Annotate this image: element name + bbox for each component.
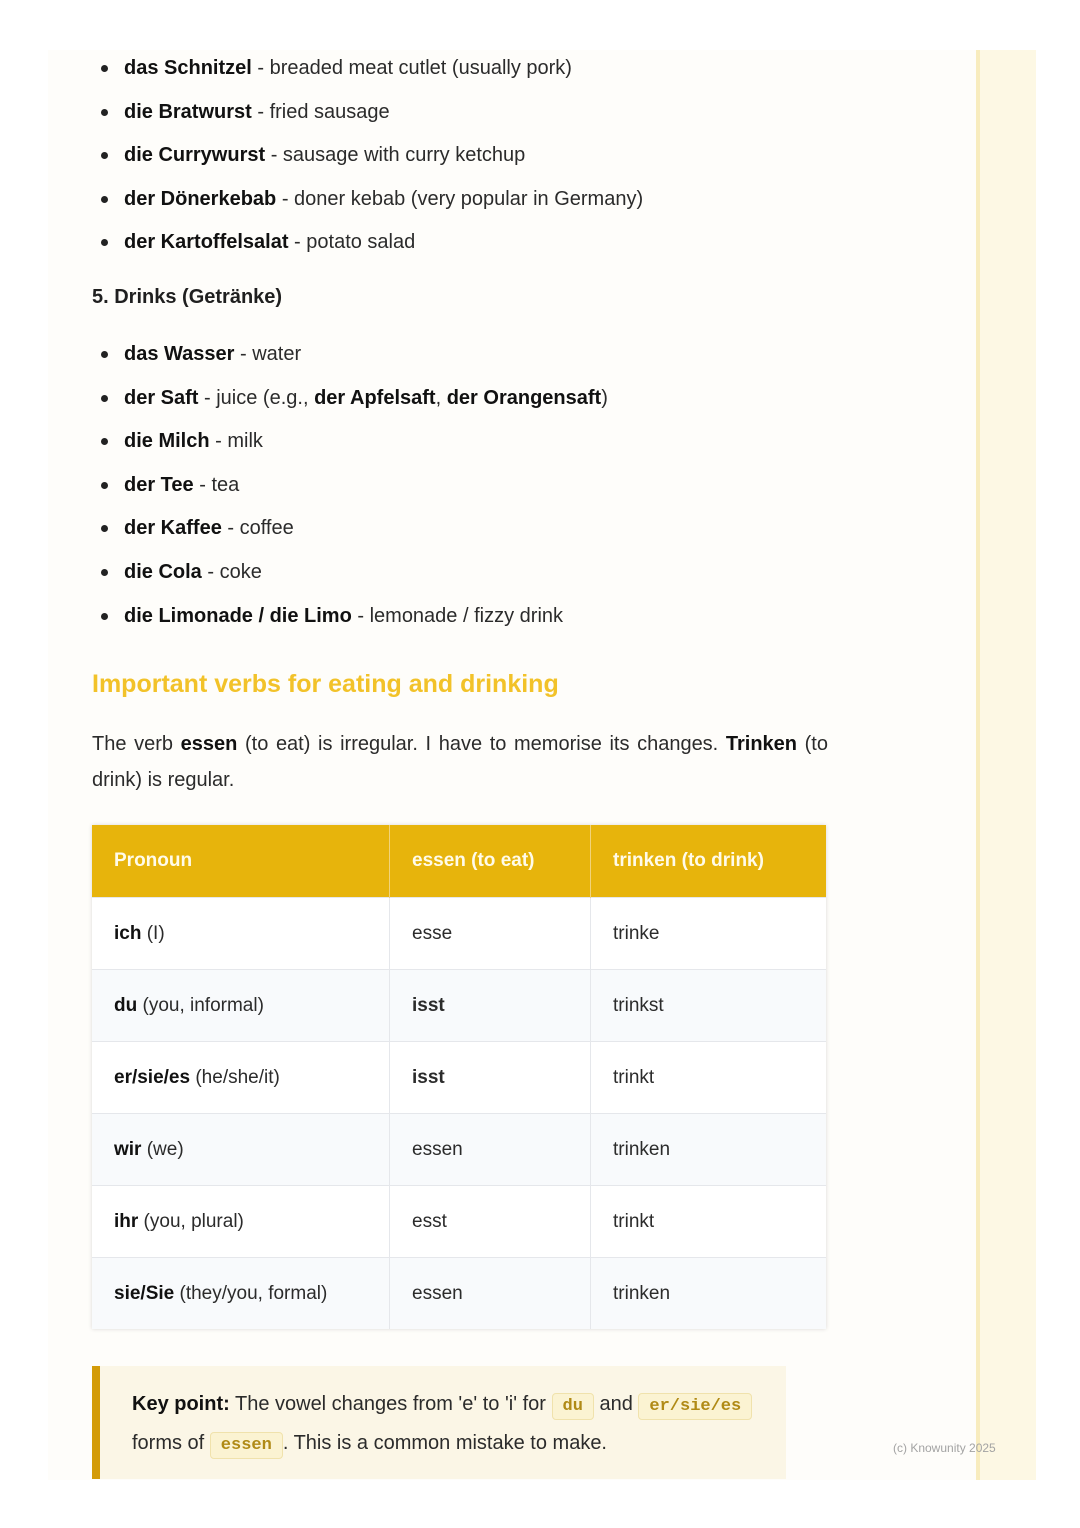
vocab-example: der Orangensaft (446, 386, 602, 409)
vocab-term: der Kartoffelsalat (124, 231, 289, 254)
list-item (92, 336, 608, 380)
trinken-cell: trinkt (591, 1042, 827, 1114)
table-row (92, 970, 826, 1042)
separator: , (435, 386, 447, 409)
pronoun-gloss: (you, informal) (137, 994, 264, 1016)
list-item (92, 94, 643, 138)
inline-code: er/sie/es (638, 1393, 752, 1420)
conjugation-table (92, 825, 826, 1329)
pronoun: er/sie/es (114, 1066, 191, 1088)
list-item (92, 181, 643, 225)
list-item (92, 50, 643, 94)
vocab-term: der Saft (124, 386, 199, 409)
inline-code: du (552, 1393, 594, 1420)
intro-bold: Trinken (725, 733, 798, 755)
vocab-translation: - doner kebab (very popular in Germany) (276, 187, 644, 210)
vocab-translation: - fried sausage (251, 100, 390, 123)
column-header: trinken (to drink) (591, 825, 827, 898)
drinks-section-heading: 5. Drinks (Getränke) (92, 286, 283, 308)
trinken-cell: trinkt (591, 1186, 827, 1258)
pronoun: wir (114, 1138, 142, 1160)
verbs-section-heading: Important verbs for eating and drinking (92, 670, 559, 698)
pronoun-gloss: (he/she/it) (190, 1066, 280, 1088)
intro-bold: essen (180, 733, 238, 755)
list-item (92, 137, 643, 181)
drinks-vocab-list (92, 336, 608, 641)
pronoun-cell (92, 1258, 390, 1330)
essen-cell: isst (390, 970, 591, 1042)
pronoun: sie/Sie (114, 1282, 175, 1304)
vocab-term: die Milch (124, 430, 210, 453)
vocab-term: die Currywurst (124, 144, 266, 167)
vocab-translation: - coke (201, 560, 262, 583)
pronoun: du (114, 994, 138, 1016)
list-item (92, 380, 608, 424)
vocab-term: die Limonade / die Limo (124, 604, 352, 627)
vocab-translation: - juice (e.g., (198, 386, 315, 409)
table-row (92, 1258, 826, 1330)
essen-cell: isst (390, 1042, 591, 1114)
pronoun: ich (114, 922, 142, 944)
trinken-cell: trinken (591, 1114, 827, 1186)
inline-code: essen (210, 1432, 283, 1459)
essen-cell: esst (390, 1186, 591, 1258)
key-point-label: Key point: (132, 1393, 230, 1415)
trinken-cell: trinkst (591, 970, 827, 1042)
pronoun-cell (92, 1114, 390, 1186)
intro-text: The verb (92, 733, 181, 755)
essen-cell: essen (390, 1114, 591, 1186)
list-item (92, 467, 608, 511)
essen-cell: essen (390, 1258, 591, 1330)
column-header: Pronoun (92, 825, 390, 898)
vocab-term: die Cola (124, 560, 202, 583)
pronoun-gloss: (we) (141, 1138, 184, 1160)
vocab-term: der Kaffee (124, 517, 222, 540)
vocab-translation: - potato salad (288, 231, 416, 254)
table-header-row (92, 825, 826, 898)
vocab-translation: - lemonade / fizzy drink (351, 604, 564, 627)
list-item (92, 554, 608, 598)
column-header: essen (to eat) (390, 825, 591, 898)
intro-text: (to drink) is regular. (92, 733, 828, 791)
vocab-translation-end: ) (601, 386, 608, 409)
vocab-term: die Bratwurst (124, 100, 252, 123)
key-point-text: forms of (132, 1432, 210, 1454)
pronoun-cell (92, 1186, 390, 1258)
vocab-translation: - sausage with curry ketchup (265, 144, 526, 167)
vocab-term: der Tee (124, 473, 194, 496)
table-row (92, 898, 826, 970)
key-point-text: . This is a common mistake to make. (282, 1432, 607, 1454)
pronoun: ihr (114, 1210, 139, 1232)
vocab-translation: - breaded meat cutlet (usually pork) (251, 57, 572, 79)
vocab-translation: - coffee (221, 517, 294, 540)
food-vocab-list (92, 50, 643, 268)
pronoun-cell (92, 970, 390, 1042)
pronoun-gloss: (I) (141, 922, 165, 944)
intro-paragraph (92, 726, 828, 798)
key-point-text: and (593, 1393, 639, 1415)
vocab-term: das Wasser (124, 343, 235, 365)
list-item (92, 224, 643, 268)
table-row (92, 1042, 826, 1114)
key-point-text: The vowel changes from 'e' to 'i' for (229, 1393, 552, 1415)
pronoun-cell (92, 1042, 390, 1114)
intro-text: (to eat) is irregular. I have to memorise its changes. (237, 733, 726, 755)
vocab-term: das Schnitzel (124, 57, 252, 79)
vocab-example: der Apfelsaft (314, 386, 436, 409)
pronoun-gloss: (you, plural) (138, 1210, 244, 1232)
table-row (92, 1186, 826, 1258)
list-item (92, 510, 608, 554)
trinken-cell: trinke (591, 898, 827, 970)
key-point-callout (92, 1366, 786, 1479)
list-item (92, 423, 608, 467)
copyright-notice: (c) Knowunity 2025 (893, 1441, 996, 1455)
table-row (92, 1114, 826, 1186)
vocab-translation: - water (234, 343, 302, 365)
vocab-translation: - milk (209, 430, 263, 453)
side-panel (976, 50, 1036, 1480)
essen-cell: esse (390, 898, 591, 970)
list-item (92, 598, 608, 642)
trinken-cell: trinken (591, 1258, 827, 1330)
vocab-translation: - tea (193, 473, 240, 496)
vocab-term: der Dönerkebab (124, 187, 277, 210)
pronoun-gloss: (they/you, formal) (174, 1282, 328, 1304)
pronoun-cell (92, 898, 390, 970)
